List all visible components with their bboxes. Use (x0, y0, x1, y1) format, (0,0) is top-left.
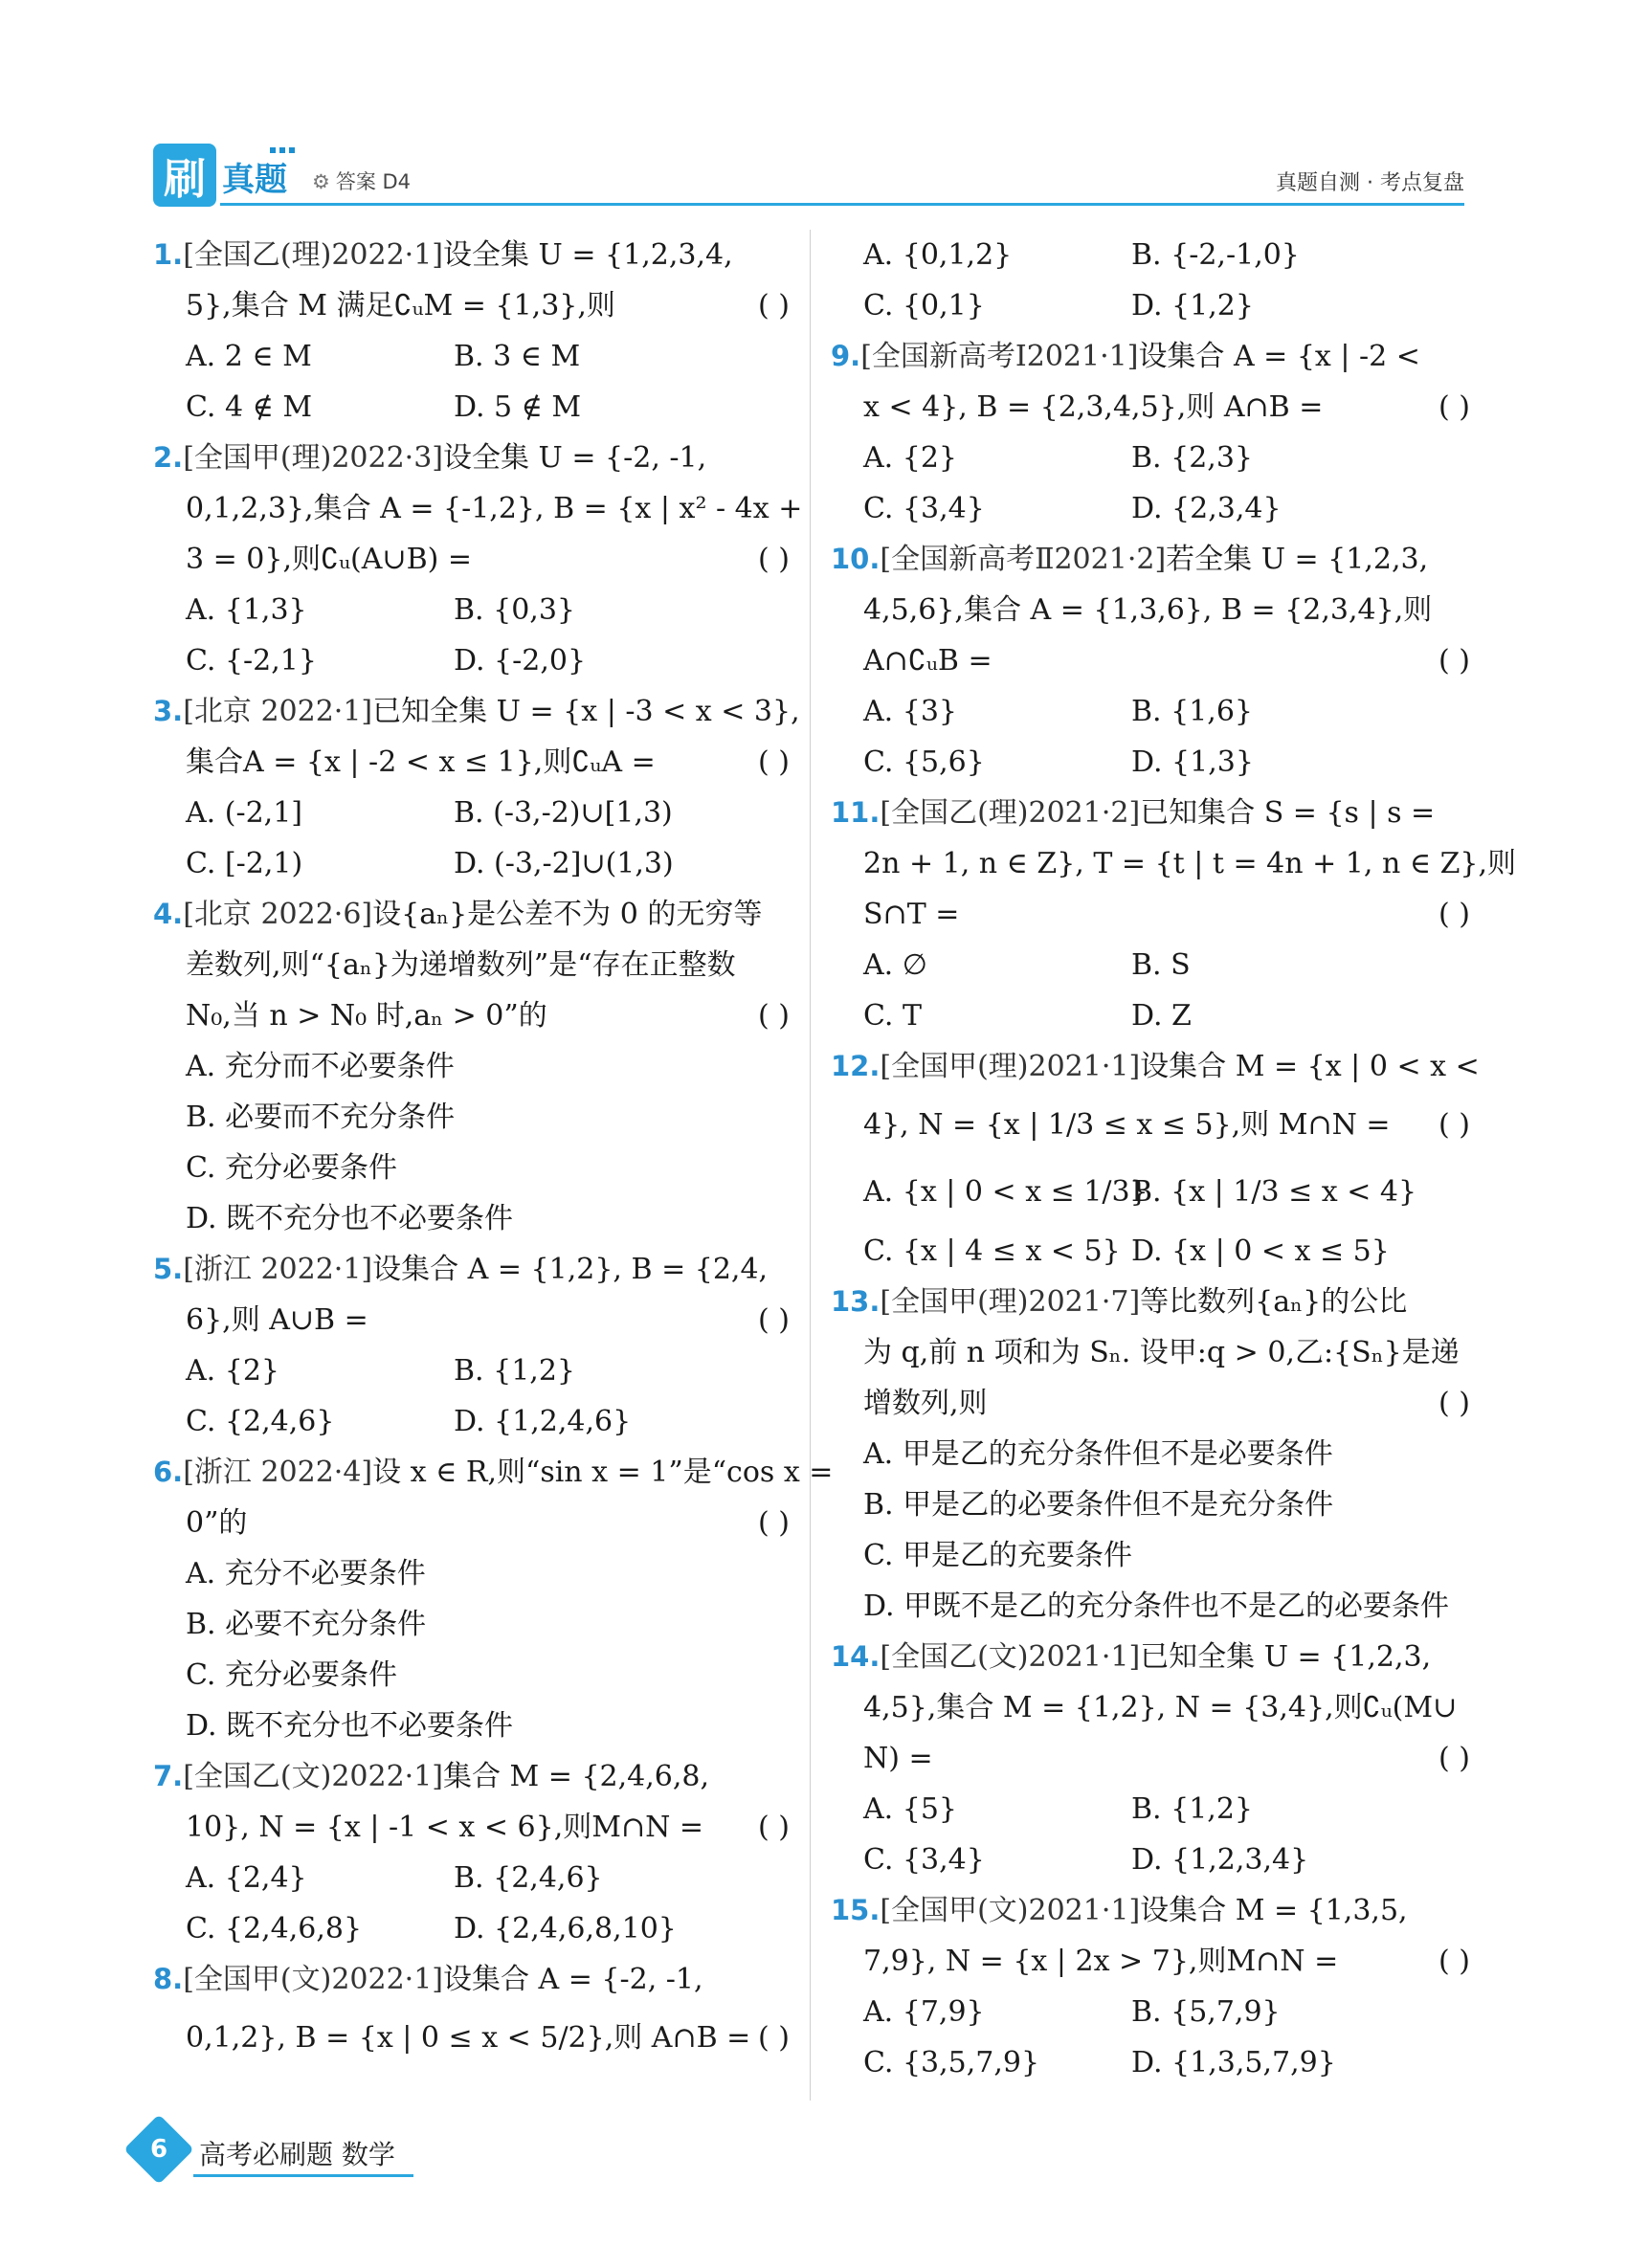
answer-blank: ( ) (1438, 644, 1470, 678)
question-number: 9. (831, 340, 861, 372)
option-a: A. (-2,1] (186, 796, 302, 830)
answer-blank: ( ) (758, 289, 790, 322)
question-number: 3. (153, 695, 184, 727)
question-text: 集合 M = {2,4,6,8, (443, 1760, 710, 1793)
question-text: 为 q,前 n 项和为 Sₙ. 设甲:q > 0,乙:{Sₙ}是递 (863, 1336, 1460, 1369)
option-a: A. {2,4} (186, 1861, 307, 1895)
question-text: 10}, N = {x | -1 < x < 6},则M∩N = (186, 1811, 704, 1844)
answer-blank: ( ) (758, 2021, 790, 2055)
page-footer (126, 2115, 433, 2182)
gear-icon: ⚙ (312, 170, 330, 193)
question-12 (831, 1041, 1480, 1277)
question-number: 2. (153, 441, 184, 474)
option-b: B. S (1131, 948, 1191, 982)
question-text: 7,9}, N = {x | 2x > 7},则M∩N = (863, 1945, 1339, 1978)
option-c: C. {2,4,6,8} (186, 1912, 363, 1946)
question-source: [全国甲(理)2021·1] (880, 1050, 1141, 1083)
question-6 (153, 1447, 834, 1751)
option-c: C. {3,5,7,9} (863, 2046, 1040, 2079)
answer-blank: ( ) (1438, 390, 1470, 424)
question-number: 4. (153, 898, 184, 930)
answer-blank: ( ) (1438, 1742, 1470, 1775)
answer-blank: ( ) (1438, 1945, 1470, 1978)
question-text: 0”的 (186, 1506, 248, 1540)
column-divider (810, 230, 811, 2101)
question-number: 7. (153, 1760, 184, 1792)
question-source: [全国新高考Ⅰ2021·1] (860, 340, 1139, 373)
option-d: D. {1,2} (1131, 289, 1254, 322)
brand-logo: 刷 (153, 144, 216, 207)
question-number: 8. (153, 1963, 184, 1995)
option-c: C. {2,4,6} (186, 1405, 335, 1438)
question-source: [全国乙(理)2022·1] (183, 238, 443, 272)
question-text: 设集合 A = {1,2}, B = {2,4, (372, 1253, 769, 1286)
question-text: N₀,当 n > N₀ 时,aₙ > 0”的 (186, 999, 547, 1033)
option-d: D. {1,3,5,7,9} (1131, 2046, 1336, 2079)
question-number: 15. (831, 1894, 881, 1926)
question-source: [浙江 2022·4] (183, 1456, 373, 1489)
question-text: 5},集合 M 满足∁ᵤM = {1,3},则 (186, 289, 615, 322)
question-source: [全国乙(文)2021·1] (880, 1640, 1141, 1674)
question-2 (153, 433, 803, 686)
option-b: B. {2,4,6} (454, 1861, 603, 1895)
question-number: 12. (831, 1050, 881, 1082)
header-rule (220, 203, 1464, 206)
question-source: [全国新高考Ⅱ2021·2] (880, 543, 1167, 576)
answer-blank: ( ) (758, 1303, 790, 1337)
answer-blank: ( ) (758, 543, 790, 576)
left-column (153, 230, 834, 2072)
question-text: 设{aₙ}是公差不为 0 的无穷等 (372, 898, 763, 931)
question-text: 设全集 U = {-2, -1, (443, 441, 707, 475)
option-a: A. {2} (186, 1354, 279, 1388)
option-c: C. {3,4} (863, 492, 985, 525)
option-a: A. 2 ∈ M (186, 340, 312, 373)
question-number: 1. (153, 238, 184, 271)
option-c: C. {0,1} (863, 289, 985, 322)
option-c: C. T (863, 999, 922, 1033)
option-c: C. [-2,1) (186, 847, 303, 880)
question-5 (153, 1244, 790, 1447)
question-11 (831, 788, 1517, 1041)
question-8-options (831, 230, 1470, 331)
option-a: A. {1,3} (186, 593, 307, 627)
question-number: 13. (831, 1285, 881, 1318)
option-d: D. Z (1131, 999, 1192, 1033)
option-c: C. 4 ∉ M (186, 390, 313, 424)
question-number: 5. (153, 1253, 184, 1285)
answer-blank: ( ) (758, 1811, 790, 1844)
answer-blank: ( ) (1438, 898, 1470, 931)
right-column (831, 230, 1517, 2088)
option-c: C. 充分必要条件 (186, 1151, 397, 1185)
option-d: D. {1,3} (1131, 745, 1254, 779)
question-text: 集合A = {x | -2 < x ≤ 1},则∁ᵤA = (186, 745, 656, 779)
page-header (153, 144, 1464, 207)
option-a: A. {5} (863, 1792, 957, 1826)
question-text: 已知集合 S = {s | s = (1140, 796, 1436, 830)
option-a: A. {x | 0 < x ≤ 1/3} (863, 1175, 1149, 1209)
option-b: B. {1,2} (454, 1354, 576, 1388)
option-d: D. {2,3,4} (1131, 492, 1282, 525)
question-text: 差数列,则“{aₙ}为递增数列”是“存在正整数 (186, 948, 736, 982)
question-text: 4,5,6},集合 A = {1,3,6}, B = {2,3,4},则 (863, 593, 1433, 627)
question-text: 等比数列{aₙ}的公比 (1140, 1285, 1408, 1319)
option-c: C. {x | 4 ≤ x < 5} (863, 1234, 1121, 1268)
option-a: A. {7,9} (863, 1995, 985, 2029)
question-source: [全国甲(理)2021·7] (880, 1285, 1141, 1319)
option-d: D. {-2,0} (454, 644, 587, 678)
option-a: A. 充分而不必要条件 (186, 1050, 455, 1083)
option-b: B. 必要而不充分条件 (186, 1101, 456, 1134)
option-a: A. {3} (863, 695, 957, 728)
question-text: 3 = 0},则∁ᵤ(A∪B) = (186, 543, 472, 576)
question-source: [北京 2022·6] (183, 898, 373, 931)
option-b: B. {2,3} (1131, 441, 1254, 475)
option-c: C. {-2,1} (186, 644, 317, 678)
option-a: A. {0,1,2} (863, 238, 1013, 272)
question-text: 设集合 M = {1,3,5, (1140, 1894, 1408, 1927)
question-8 (153, 1954, 790, 2072)
question-source: [全国甲(文)2021·1] (880, 1894, 1141, 1927)
option-c: C. 甲是乙的充要条件 (863, 1539, 1132, 1572)
question-source: [全国甲(文)2022·1] (183, 1963, 443, 1996)
option-d: D. (-3,-2]∪(1,3) (454, 847, 674, 880)
footer-rule (193, 2174, 413, 2177)
question-text: A∩∁ᵤB = (863, 644, 992, 678)
question-text: 已知全集 U = {1,2,3, (1140, 1640, 1432, 1674)
option-b: B. {1,2} (1131, 1792, 1254, 1826)
option-a: A. ∅ (863, 948, 927, 982)
question-text: 4}, N = {x | 1/3 ≤ x ≤ 5},则 M∩N = (863, 1108, 1391, 1142)
option-b: B. {0,3} (454, 593, 576, 627)
answer-blank: ( ) (1438, 1108, 1470, 1142)
question-source: [浙江 2022·1] (183, 1253, 373, 1286)
question-source: [全国乙(文)2022·1] (183, 1760, 443, 1793)
option-b: B. {1,6} (1131, 695, 1254, 728)
question-source: [北京 2022·1] (183, 695, 373, 728)
question-7 (153, 1751, 790, 1954)
question-text: 设集合 A = {-2, -1, (443, 1963, 703, 1996)
question-15 (831, 1885, 1470, 2088)
section-logo-text: 真题 (222, 161, 287, 199)
option-b: B. {-2,-1,0} (1131, 238, 1300, 272)
option-d: D. {1,2,3,4} (1131, 1843, 1309, 1877)
question-text: 设 x ∈ R,则“sin x = 1”是“cos x = (372, 1456, 834, 1489)
option-c: C. {5,6} (863, 745, 985, 779)
option-b: B. 必要不充分条件 (186, 1608, 427, 1641)
question-text: 2n + 1, n ∈ Z}, T = {t | t = 4n + 1, n ∈ Z},则 (863, 847, 1517, 880)
book-title: 高考必刷题 数学 (199, 2139, 395, 2170)
option-c: C. 充分必要条件 (186, 1658, 397, 1692)
question-text: 增数列,则 (863, 1387, 988, 1420)
option-b: B. {x | 1/3 ≤ x < 4} (1131, 1175, 1417, 1209)
question-1 (153, 230, 790, 433)
question-text: 设集合 M = {x | 0 < x < (1140, 1050, 1480, 1083)
question-3 (153, 686, 800, 889)
question-text: x < 4}, B = {2,3,4,5},则 A∩B = (863, 390, 1324, 424)
question-text: 若全集 U = {1,2,3, (1166, 543, 1429, 576)
question-text: 4,5},集合 M = {1,2}, N = {3,4},则∁ᵤ(M∪ (863, 1691, 1458, 1724)
question-14 (831, 1632, 1470, 1885)
question-4 (153, 889, 790, 1244)
page-number: 6 (149, 2135, 168, 2164)
question-text: 设集合 A = {x | -2 < (1138, 340, 1420, 373)
answer-blank: ( ) (758, 999, 790, 1033)
option-b: B. (-3,-2)∪[1,3) (454, 796, 673, 830)
question-source: [全国甲(理)2022·3] (183, 441, 443, 475)
question-10 (831, 534, 1470, 788)
question-text: 设全集 U = {1,2,3,4, (443, 238, 733, 272)
answer-blank: ( ) (758, 1506, 790, 1540)
option-a: A. 充分不必要条件 (186, 1557, 426, 1590)
option-d: D. {1,2,4,6} (454, 1405, 632, 1438)
option-b: B. 3 ∈ M (454, 340, 581, 373)
header-section-title: 真题自测 · 考点复盘 (1276, 171, 1464, 195)
question-number: 6. (153, 1456, 184, 1488)
question-text: 0,1,2}, B = {x | 0 ≤ x < 5/2},则 A∩B = (186, 2021, 751, 2055)
question-9 (831, 331, 1470, 534)
option-d: D. {2,4,6,8,10} (454, 1912, 677, 1946)
question-text: 6},则 A∪B = (186, 1303, 368, 1337)
answer-reference (312, 167, 411, 195)
question-number: 10. (831, 543, 881, 575)
answer-blank: ( ) (1438, 1387, 1470, 1420)
option-d: D. 甲既不是乙的充分条件也不是乙的必要条件 (863, 1590, 1450, 1623)
option-c: C. {3,4} (863, 1843, 985, 1877)
question-text: S∩T = (863, 898, 960, 931)
option-d: D. 既不充分也不必要条件 (186, 1709, 514, 1743)
option-a: A. {2} (863, 441, 957, 475)
question-13 (831, 1277, 1470, 1632)
question-source: [全国乙(理)2021·2] (880, 796, 1141, 830)
question-text: 已知全集 U = {x | -3 < x < 3}, (372, 695, 800, 728)
answer-blank: ( ) (758, 745, 790, 779)
option-a: A. 甲是乙的充分条件但不是必要条件 (863, 1437, 1333, 1471)
question-text: 0,1,2,3},集合 A = {-1,2}, B = {x | x² - 4x + (186, 492, 803, 525)
option-b: B. 甲是乙的必要条件但不是充分条件 (863, 1488, 1334, 1522)
question-text: N) = (863, 1742, 933, 1775)
question-number: 14. (831, 1640, 881, 1673)
option-b: B. {5,7,9} (1131, 1995, 1281, 2029)
option-d: D. 既不充分也不必要条件 (186, 1202, 514, 1235)
option-d: D. {x | 0 < x ≤ 5} (1131, 1234, 1390, 1268)
answer-ref-text: 答案 D4 (335, 170, 412, 193)
option-d: D. 5 ∉ M (454, 390, 582, 424)
question-number: 11. (831, 796, 881, 829)
